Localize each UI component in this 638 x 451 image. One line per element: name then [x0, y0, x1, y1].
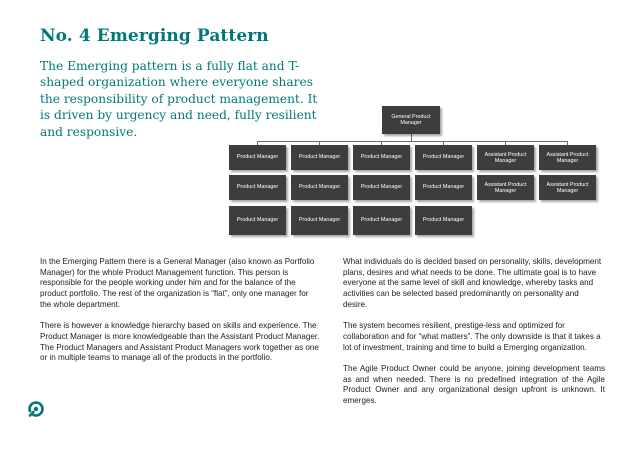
org-node: Product Manager: [229, 175, 286, 200]
org-node: Assistant Product Manager: [477, 145, 534, 170]
org-node: Assistant Product Manager: [539, 145, 596, 170]
org-node: Product Manager: [353, 175, 410, 200]
right-paragraph: The system becomes resilient, prestige-less and optimized for collaboration and for “what matters”. The only downside is that it takes a lot of investment, training and time to build a Emerging organization.: [343, 321, 601, 352]
org-node: Product Manager: [291, 145, 348, 170]
left-paragraph: In the Emerging Pattern there is a General Manager (also known as Portfolio Manager) for the whole Product Management function. This person is responsible for the people working under him and for the balance of the product portfolio. The rest of the organization is “flat”, only one manager for the whole department.: [40, 257, 315, 309]
right-paragraph: What individuals do is decided based on personality, skills, development plans, desires and what needs to be done. The ultimate goal is to have everyone at the same level of skill and knowledge, whereby tasks and activities can be selected based predominantly on personality and desire.: [343, 257, 602, 309]
org-node: Product Manager: [353, 145, 410, 170]
org-node: Assistant Product Manager: [539, 175, 596, 200]
intro-text: The Emerging pattern is a fully flat and T-shaped organization where everyone shares the responsibility of product management. It is driven by urgency and need, fully resilient and responsive.: [40, 59, 318, 139]
org-node: Product Manager: [415, 206, 472, 235]
org-node: Assistant Product Manager: [477, 175, 534, 200]
org-node: Product Manager: [415, 145, 472, 170]
right-text-column: [343, 257, 605, 417]
org-node: Product Manager: [353, 206, 410, 235]
left-paragraph: There is however a knowledge hierarchy based on skills and experience. The Product Manager is more knowledgeable than the Assistant Product Manager. The Product Managers and Assistant Product Managers work together as one or in multiple teams to manage all of the products in the portfolio.: [40, 321, 320, 363]
left-text-column: [40, 257, 320, 375]
org-node: Product Manager: [291, 206, 348, 235]
right-paragraph: The Agile Product Owner could be anyone, joining development teams as and when needed. There is no predefined integration of the Agile Product Owner and any organizational design upfront is unknown. It emerges.: [343, 363, 605, 405]
org-node: Product Manager: [229, 206, 286, 235]
org-node: Product Manager: [229, 145, 286, 170]
circle-logo-icon: [26, 399, 46, 419]
org-node: Product Manager: [291, 175, 348, 200]
page-title: No. 4 Emerging Pattern: [40, 26, 269, 46]
connector-bus: [257, 141, 567, 142]
org-node: Product Manager: [415, 175, 472, 200]
org-node-general-product-manager: General Product Manager: [382, 106, 440, 134]
